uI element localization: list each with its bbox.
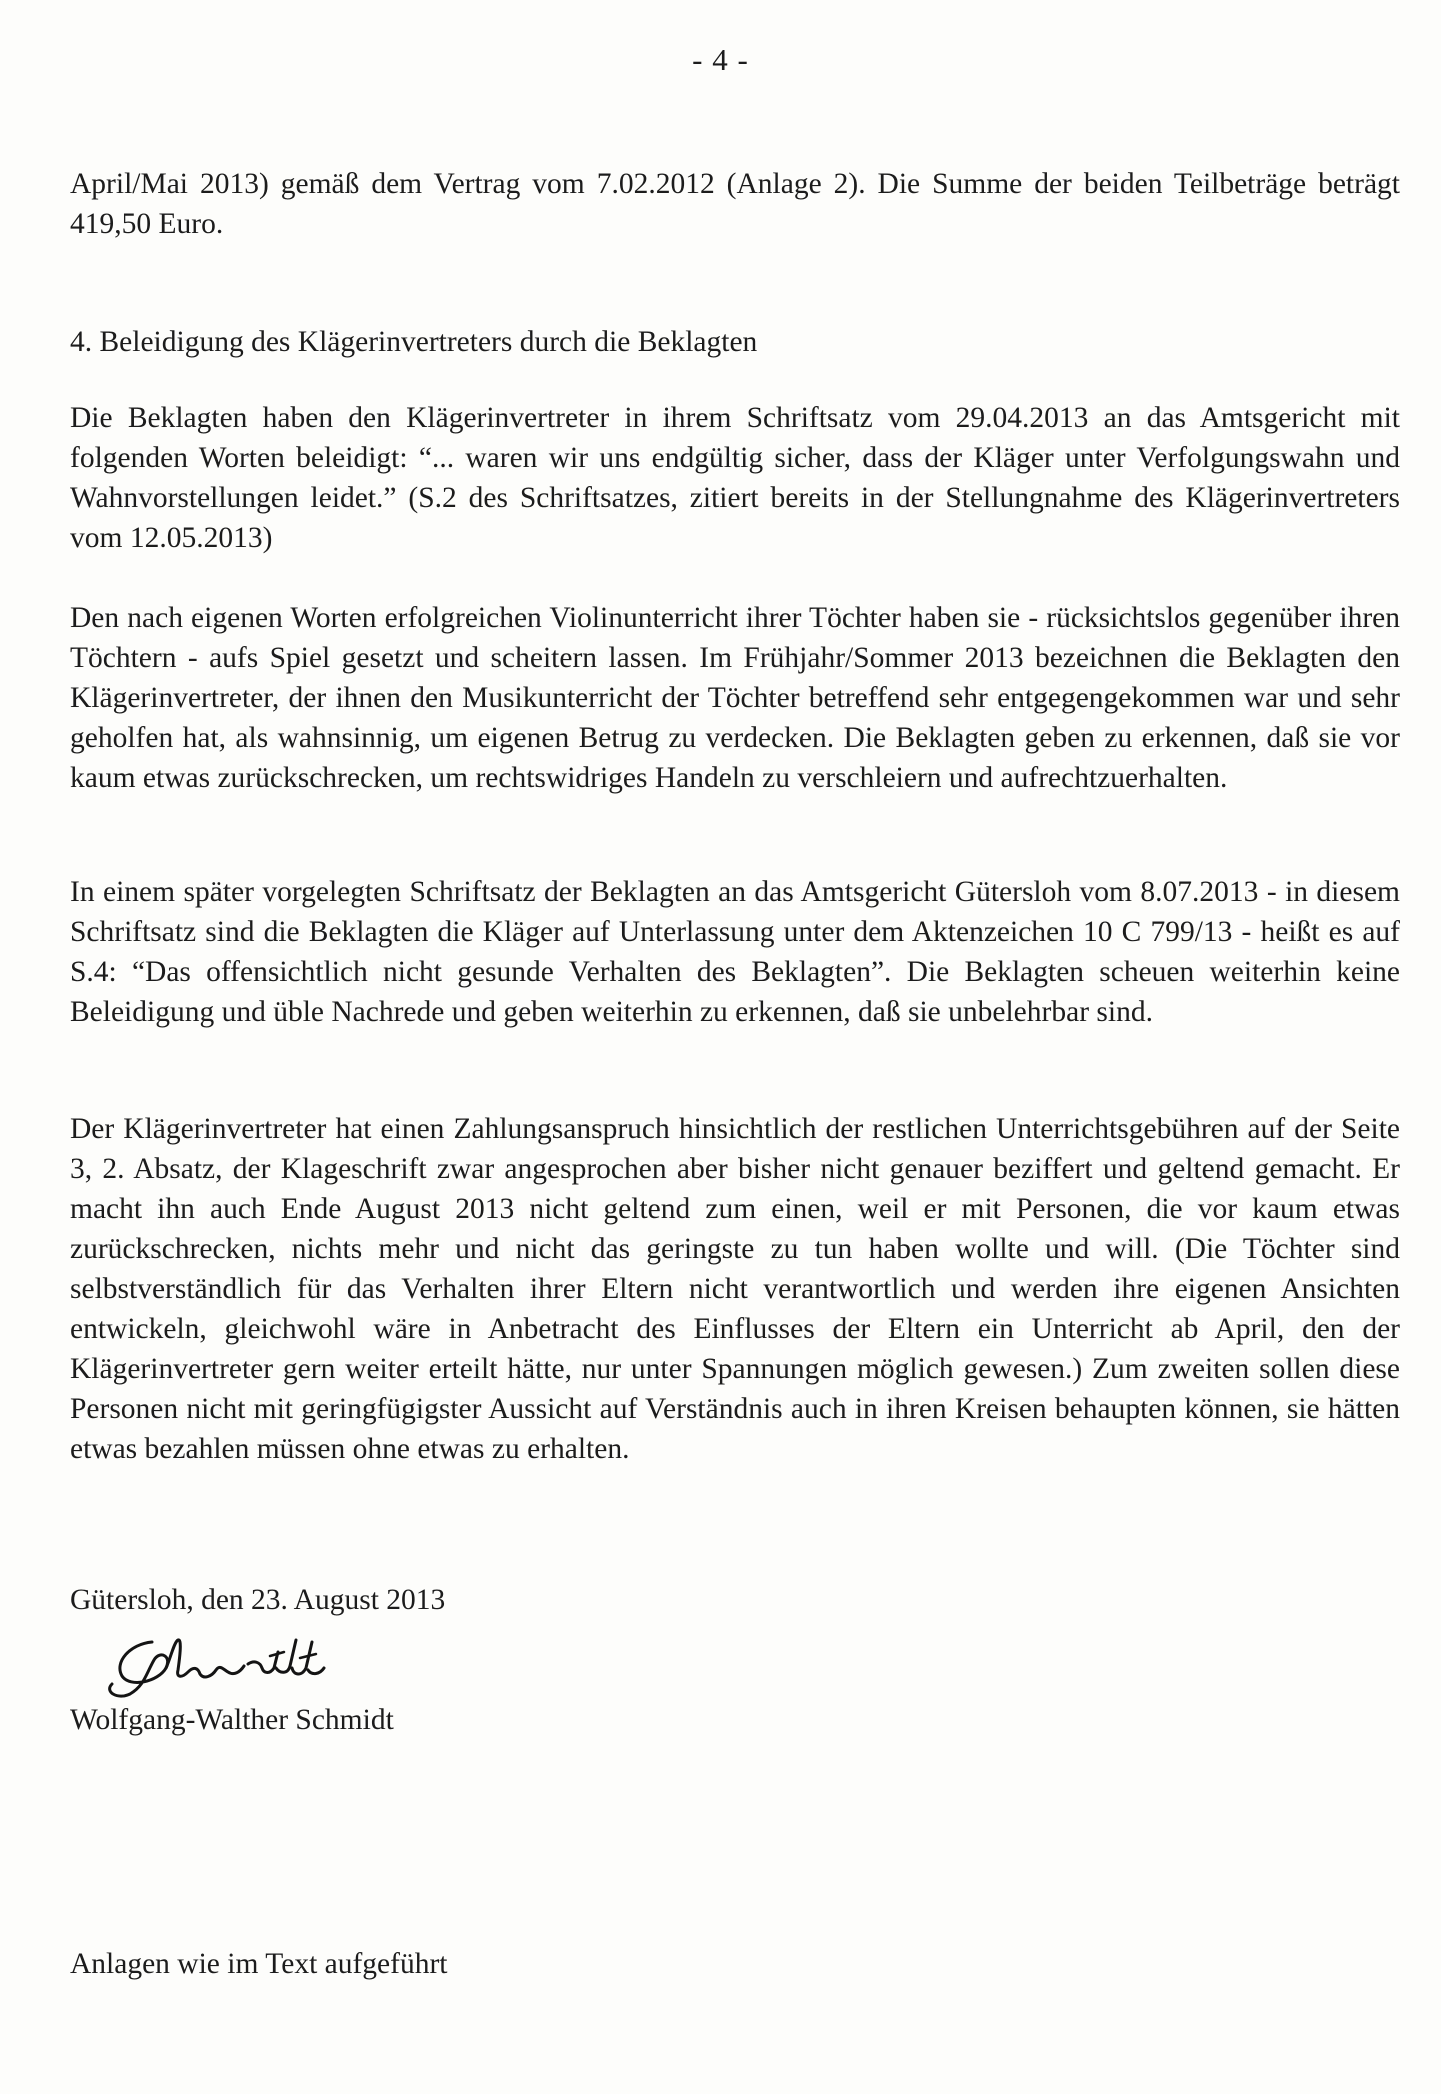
- handwritten-signature: [100, 1622, 340, 1702]
- section-heading: 4. Beleidigung des Klägerinvertreters durch die Beklagten: [70, 326, 758, 358]
- paragraph-continuation: April/Mai 2013) gemäß dem Vertrag vom 7.02.2012 (Anlage 2). Die Summe der beiden Teilbeträge beträgt 419,50 Euro.: [70, 168, 1400, 240]
- paragraph-violin-lessons: Den nach eigenen Worten erfolgreichen Violinunterricht ihrer Töchter haben sie - rücksichtslos gegenüber ihren Töchtern - aufs Spiel gesetzt und scheitern lassen. Im Frühjahr/Sommer 2013 bezeichnen die Beklagten den Klägerinvertreter, der ihnen den Musikunterricht der Töchter betreffend sehr entgegengekommen war und sehr geholfen hat, als wahnsinnig, um eigenen Betrug zu verdecken. Die Beklagten geben zu erkennen, daß sie vor kaum etwas zurückschrecken, um rechtswidriges Handeln zu verschleiern und aufrechtzuerhalten.: [70, 602, 1400, 794]
- signer-name: Wolfgang-Walther Schmidt: [70, 1704, 394, 1736]
- paragraph-payment-claim: Der Klägerinvertreter hat einen Zahlungsanspruch hinsichtlich der restlichen Unterrichtsgebühren auf der Seite 3, 2. Absatz, der Klageschrift zwar angesprochen aber bisher nicht genauer beziffert und geltend gemacht. Er macht ihn auch Ende August 2013 nicht geltend zum einen, weil er mit Personen, die vor kaum etwas zurückschrecken, nichts mehr und nicht das geringste zu tun haben wollte und will. (Die Töchter sind selbstverständlich für das Verhalten ihrer Eltern nicht verantwortlich und werden ihre eigenen Ansichten entwickeln, gleichwohl wäre in Anbetracht des Einflusses der Eltern ein Unterricht ab April, den der Klägerinvertreter gern weiter erteilt hätte, nur unter Spannungen möglich gewesen.) Zum zweiten sollen diese Personen nicht mit geringfügigster Aussicht auf Verständnis auch in ihren Kreisen behaupten können, sie hätten etwas bezahlen müssen ohne etwas zu erhalten.: [70, 1113, 1400, 1465]
- paragraph-insult-quote: Die Beklagten haben den Klägerinvertreter in ihrem Schriftsatz vom 29.04.2013 an das Amtsgericht mit folgenden Worten beleidigt: “... waren wir uns endgültig sicher, dass der Kläger unter Verfolgungswahn und Wahnvorstellungen leidet.” (S.2 des Schriftsatzes, zitiert bereits in der Stellungnahme des Klägerinvertreters vom 12.05.2013): [70, 402, 1400, 554]
- attachments-note: Anlagen wie im Text aufgeführt: [70, 1948, 448, 1980]
- place-and-date: Gütersloh, den 23. August 2013: [70, 1584, 446, 1616]
- page-number: - 4 -: [692, 42, 749, 77]
- paragraph-later-brief: In einem später vorgelegten Schriftsatz der Beklagten an das Amtsgericht Gütersloh vom 8.07.2013 - in diesem Schriftsatz sind die Beklagten die Kläger auf Unterlassung unter dem Aktenzeichen 10 C 799/13 - heißt es auf S.4: “Das offensichtlich nicht gesunde Verhalten des Beklagten”. Die Beklagten scheuen weiterhin keine Beleidigung und üble Nachrede und geben weiterhin zu erkennen, daß sie unbelehrbar sind.: [70, 876, 1400, 1028]
